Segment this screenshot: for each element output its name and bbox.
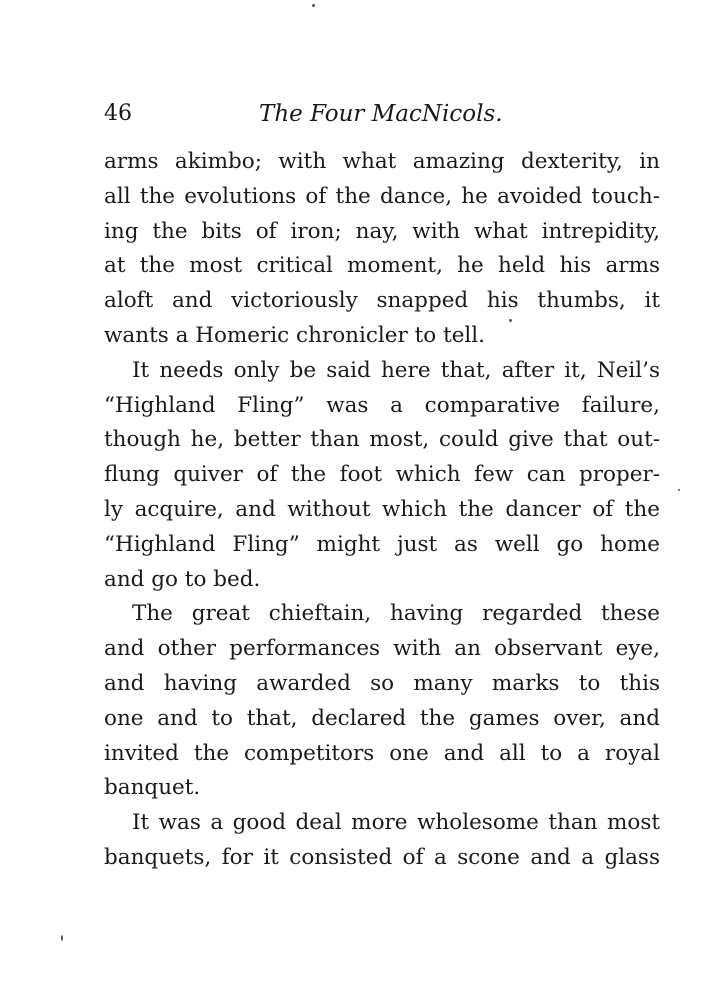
text-line: flung quiver of the foot which few can proper- [104, 462, 660, 488]
text-line: and having awarded so many marks to this [104, 670, 660, 696]
text-line: banquet. [104, 775, 201, 801]
text-line: ly acquire, and without which the dancer of the [104, 496, 660, 522]
text-line: one and to that, declared the games over, and [104, 705, 660, 731]
print-speck [312, 4, 315, 7]
paragraph-1 [104, 145, 660, 354]
running-title: The Four MacNicols. [259, 101, 503, 127]
text-line: ing the bits of iron; nay, with what intrepidity, [104, 218, 660, 244]
paragraph-4 [104, 806, 660, 876]
text-line: and go to bed. [104, 566, 261, 592]
text-line: wants a Homeric chronicler to tell. [104, 322, 486, 348]
print-speck [509, 319, 512, 322]
print-speck [678, 489, 680, 491]
text-line: at the most critical moment, he held his arms [104, 253, 660, 279]
body-text [104, 145, 660, 876]
text-line: It needs only be said here that, after it, Neil’s [132, 357, 660, 383]
text-line: It was a good deal more wholesome than most [132, 810, 660, 836]
text-line: and other performances with an observant eye, [104, 636, 660, 662]
text-line: all the evolutions of the dance, he avoided touch- [104, 183, 660, 209]
text-line: arms akimbo; with what amazing dexterity, in [104, 149, 660, 174]
page-header [104, 96, 660, 132]
text-line: invited the competitors one and all to a royal [104, 740, 660, 766]
text-line: though he, better than most, could give that out- [104, 427, 660, 453]
print-speck [61, 935, 63, 941]
text-line: “Highland Fling” was a comparative failure, [104, 392, 660, 418]
page-number: 46 [104, 101, 132, 126]
paragraph-2 [104, 354, 660, 598]
text-line: aloft and victoriously snapped his thumbs, it [104, 288, 660, 314]
text-line: “Highland Fling” might just as well go home [104, 531, 660, 557]
text-line: The great chieftain, having regarded these [132, 601, 660, 627]
paragraph-3 [104, 597, 660, 806]
text-line: banquets, for it consisted of a scone and a glass [104, 844, 660, 870]
